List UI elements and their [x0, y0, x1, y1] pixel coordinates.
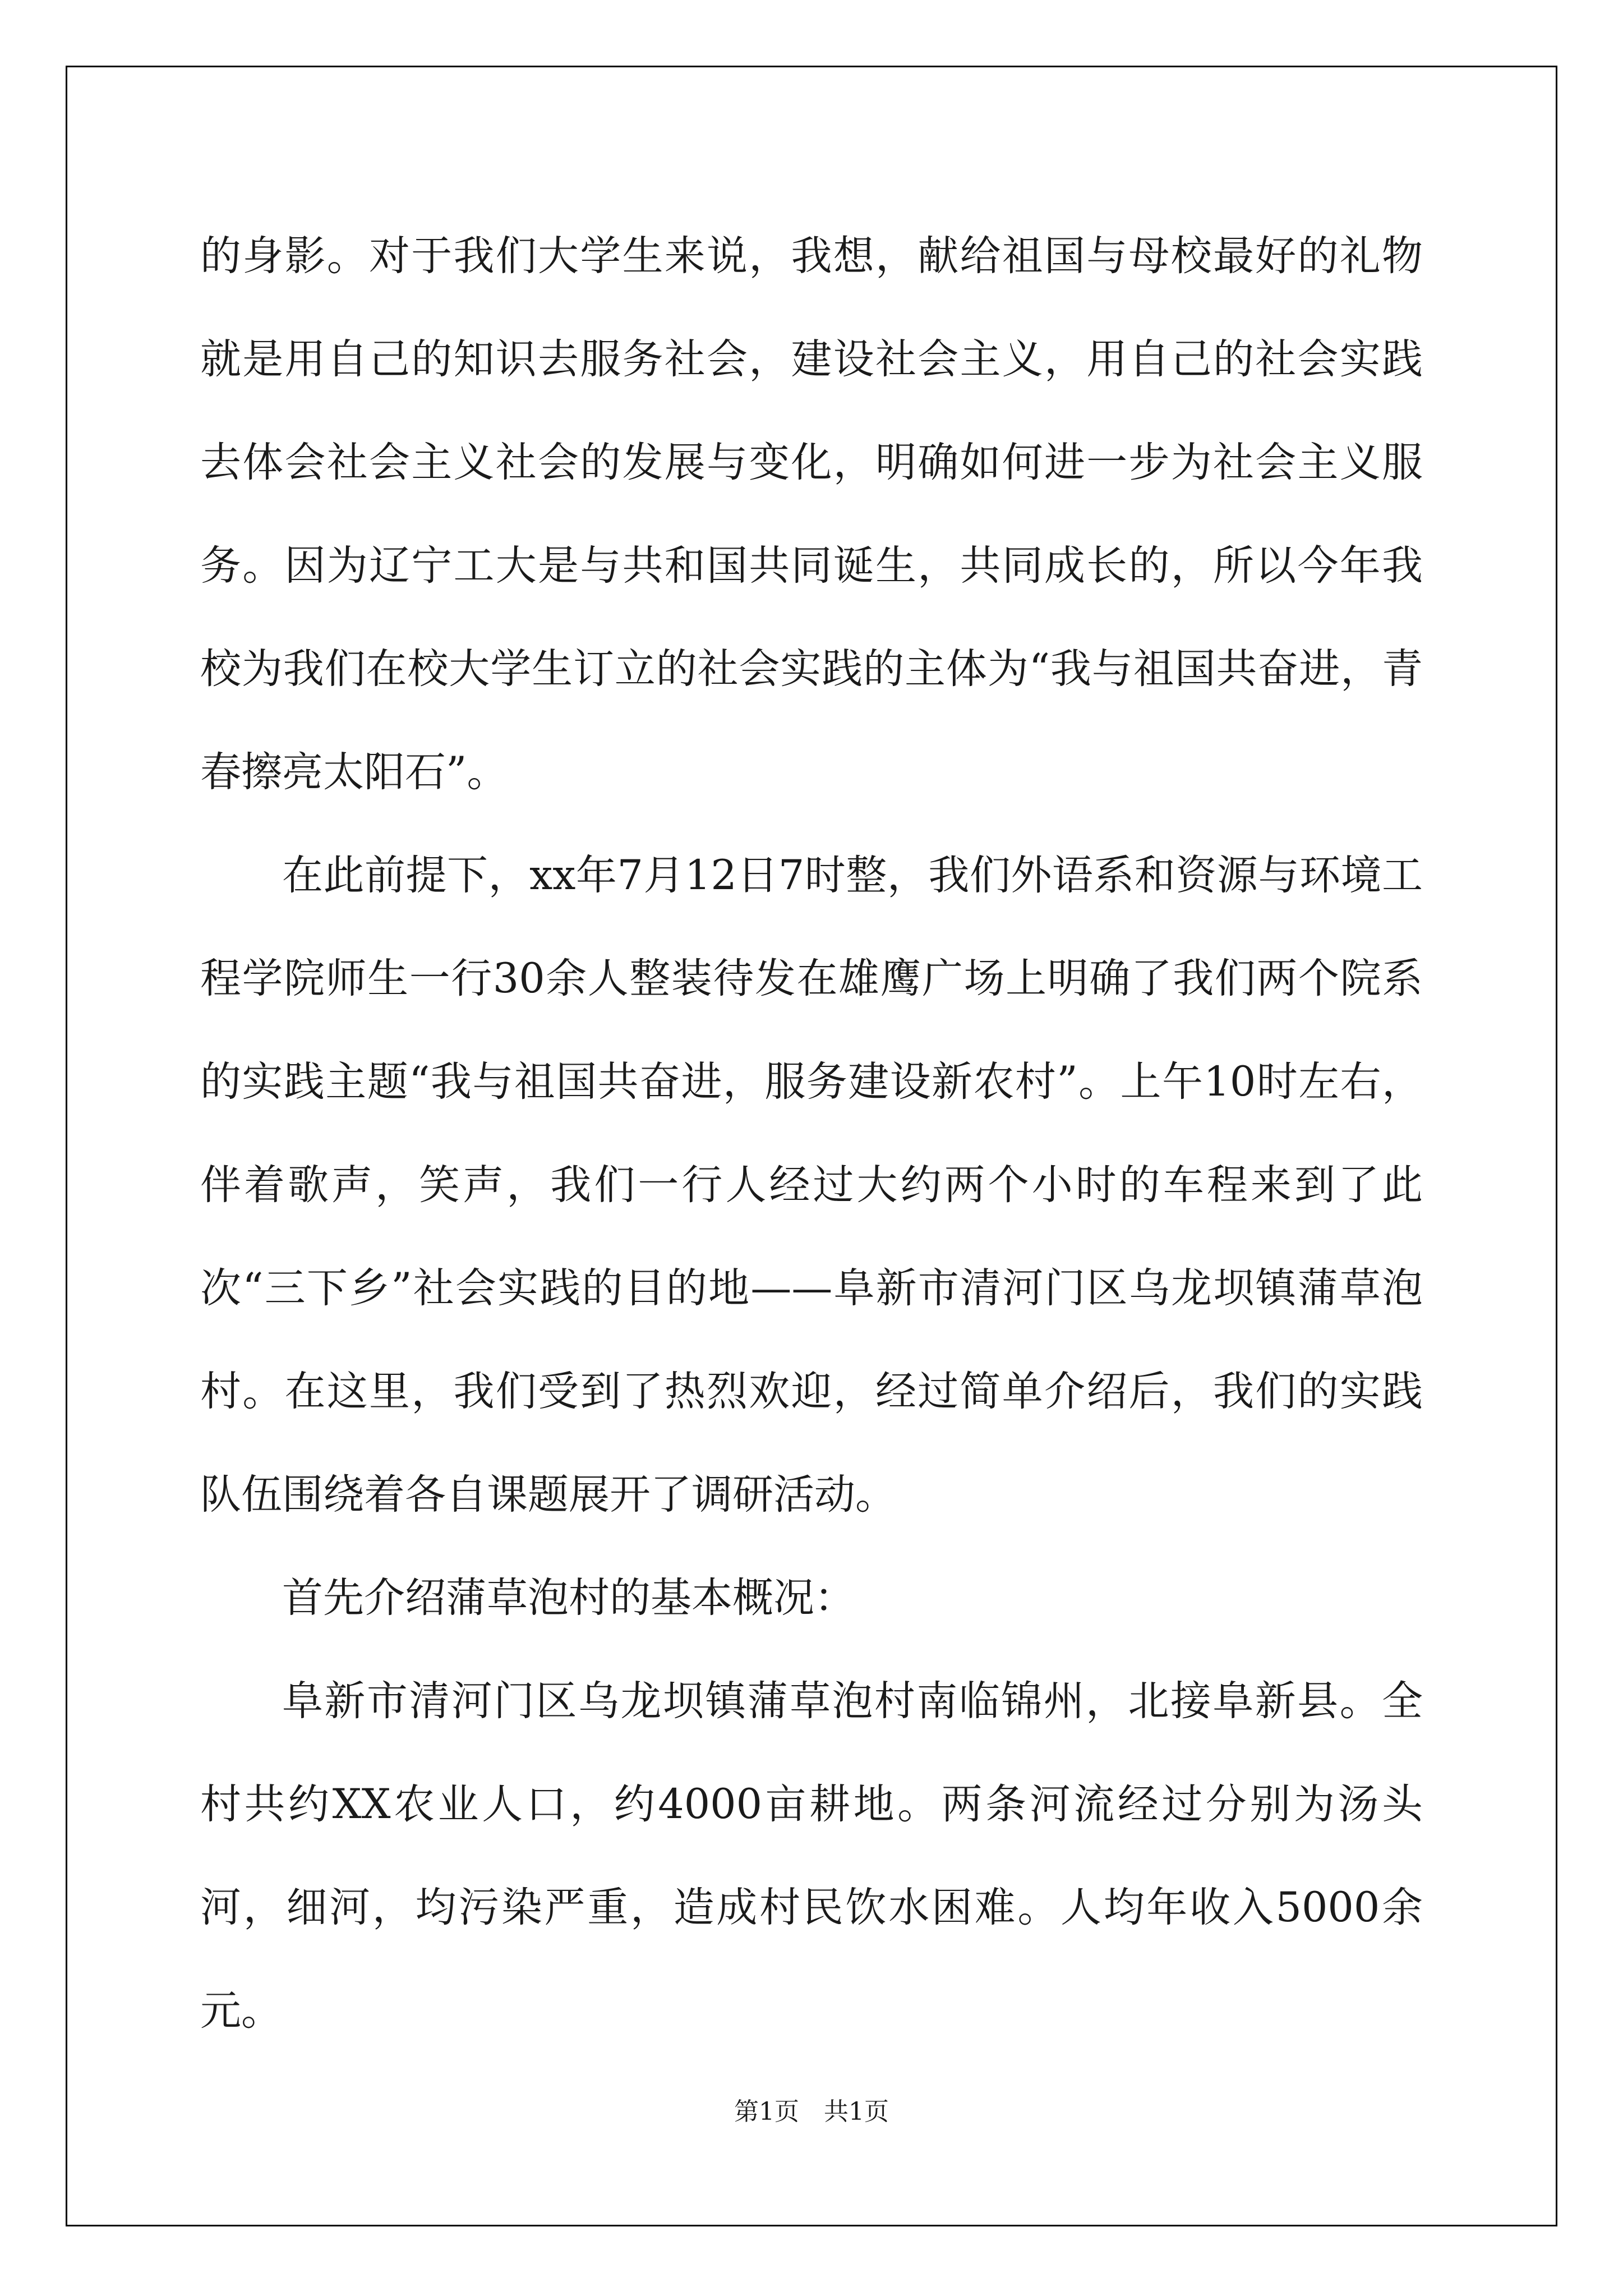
- paragraph: 的身影。对于我们大学生来说，我想，献给祖国与母校最好的礼物就是用自己的知识去服务社会，建设社会主义，用自己的社会实践去体会社会主义社会的发展与变化，明确如何进一步为社会主义服务。因为辽宁工大是与共和国共同诞生，共同成长的，所以今年我校为我们在校大学生订立的社会实践的主体为“我与祖国共奋进，青春擦亮太阳石”。: [200, 232, 1423, 796]
- paragraph: 在此前提下，xx年7月12日7时整，我们外语系和资源与环境工程学院师生一行30余人整装待发在雄鹰广场上明确了我们两个院系的实践主题“我与祖国共奋进，服务建设新农村”。上午10时左右，伴着歌声，笑声，我们一行人经过大约两个小时的车程来到了此次“三下乡”社会实践的目的地——阜新市清河门区乌龙坝镇蒲草泡村。在这里，我们受到了热烈欢迎，经过简单介绍后，我们的实践队伍围绕着各自课题展开了调研活动。: [200, 852, 1423, 1519]
- page-number: 第1页 共1页: [734, 2097, 889, 2126]
- paragraph: 阜新市清河门区乌龙坝镇蒲草泡村南临锦州，北接阜新县。全村共约XX农业人口，约4000亩耕地。两条河流经过分别为汤头河，细河，均污染严重，造成村民饮水困难。人均年收入5000余元。: [200, 1677, 1423, 2035]
- paragraph: 首先介绍蒲草泡村的基本概况：: [282, 1574, 855, 1622]
- document-body: [200, 205, 1423, 2063]
